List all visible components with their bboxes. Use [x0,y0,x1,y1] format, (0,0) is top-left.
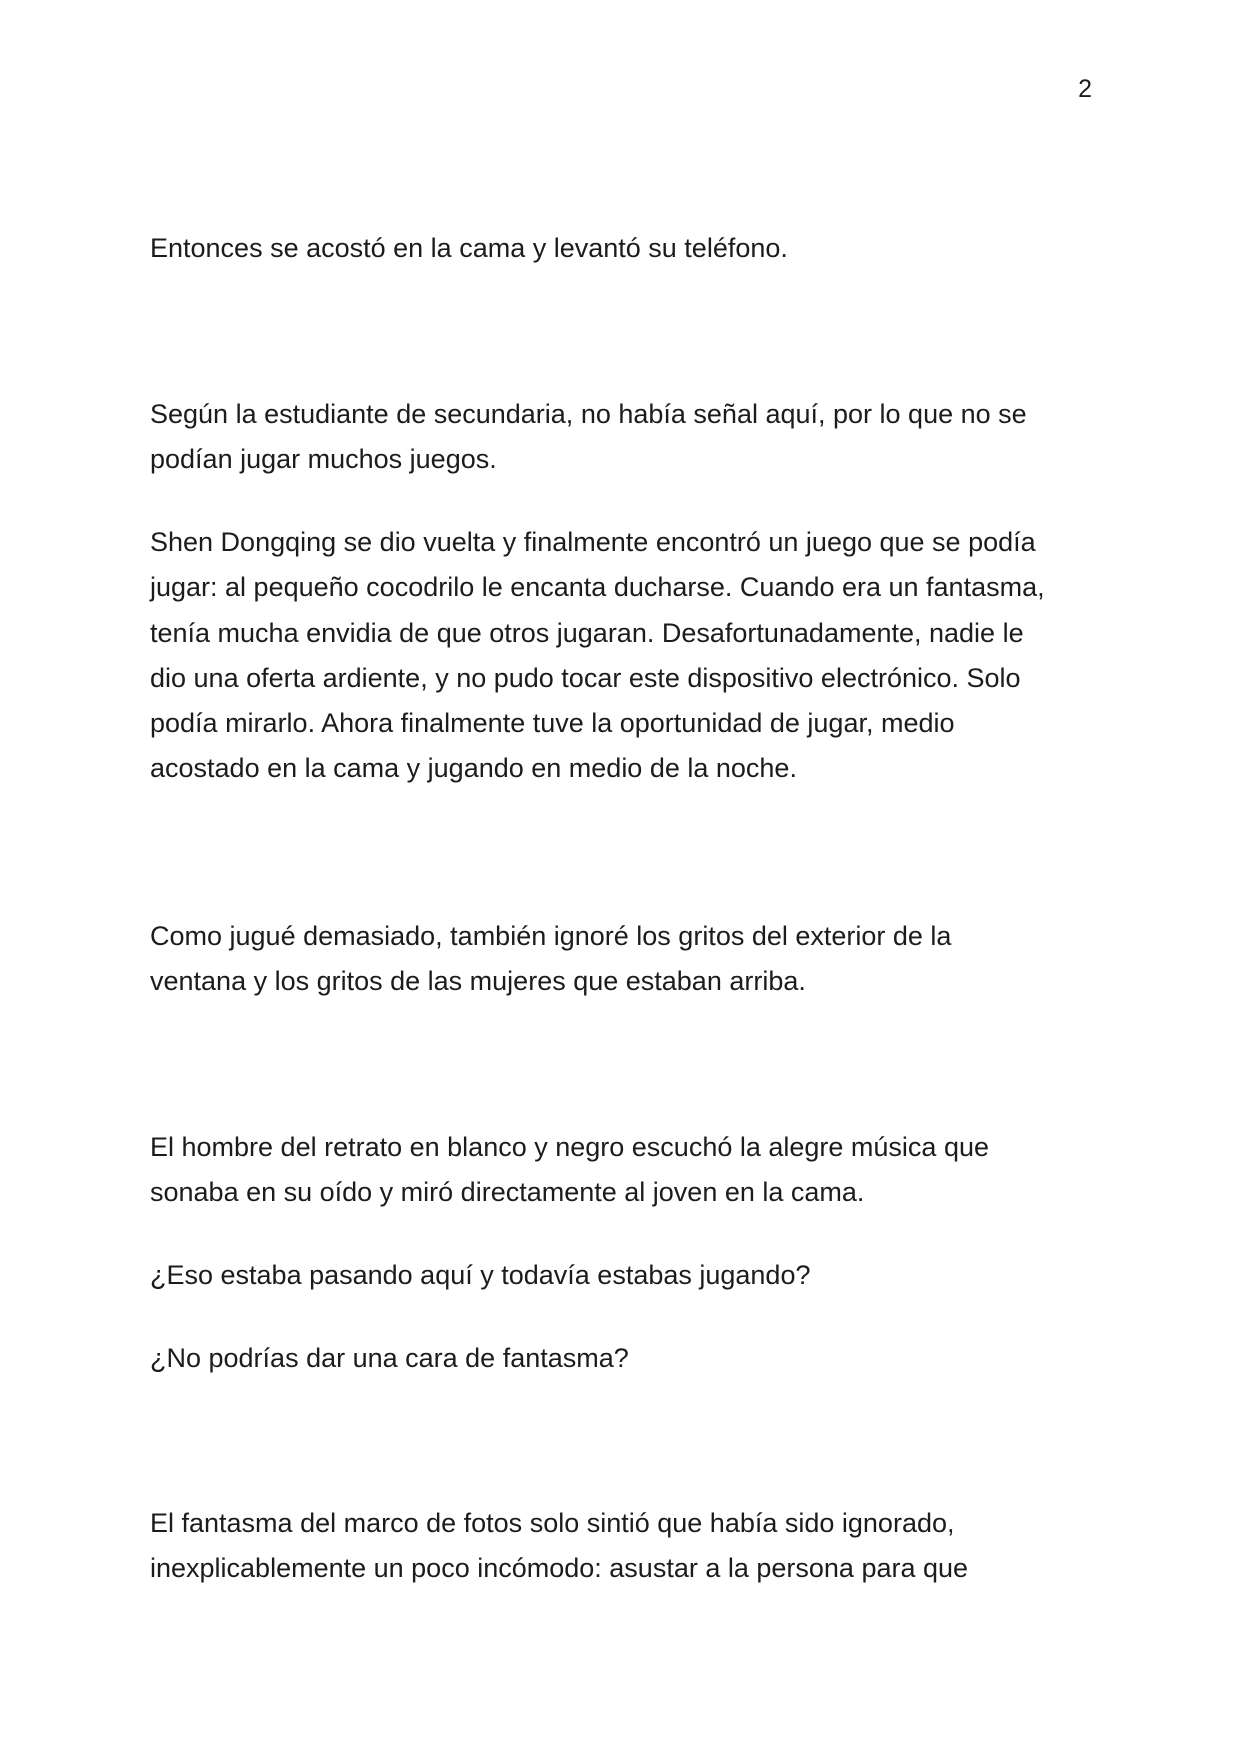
page-number: 2 [1078,75,1092,103]
paragraph-2: Según la estudiante de secundaria, no había señal aquí, por lo que no se podían jugar muchos juegos. [150,399,1027,475]
paragraph-1: Entonces se acostó en la cama y levantó su teléfono. [150,233,788,263]
paragraph-7: ¿No podrías dar una cara de fantasma? [150,1343,629,1373]
paragraph-8: El fantasma del marco de fotos solo sintió que había sido ignorado, inexplicablemente un poco incómodo: asustar a la persona para que [150,1508,969,1584]
paragraph-3: Shen Dongqing se dio vuelta y finalmente encontró un juego que se podía jugar: al pequeño cocodrilo le encanta ducharse. Cuando era un fantasma, tenía mucha envidia de que otros jugaran. Desafortunadamente, nadie le dio una oferta ardiente, y no pudo tocar este dispositivo electrónico. Solo podía mirarlo. Ahora finalmente tuve la oportunidad de jugar, medio acostado en la cama y jugando en medio de la noche. [150,527,1045,784]
paragraph-6: ¿Eso estaba pasando aquí y todavía estabas jugando? [150,1260,811,1290]
paragraph-4: Como jugué demasiado, también ignoré los gritos del exterior de la ventana y los gritos de las mujeres que estaban arriba. [150,921,952,997]
paragraph-5: El hombre del retrato en blanco y negro escuchó la alegre música que sonaba en su oído y miró directamente al joven en la cama. [150,1132,989,1208]
